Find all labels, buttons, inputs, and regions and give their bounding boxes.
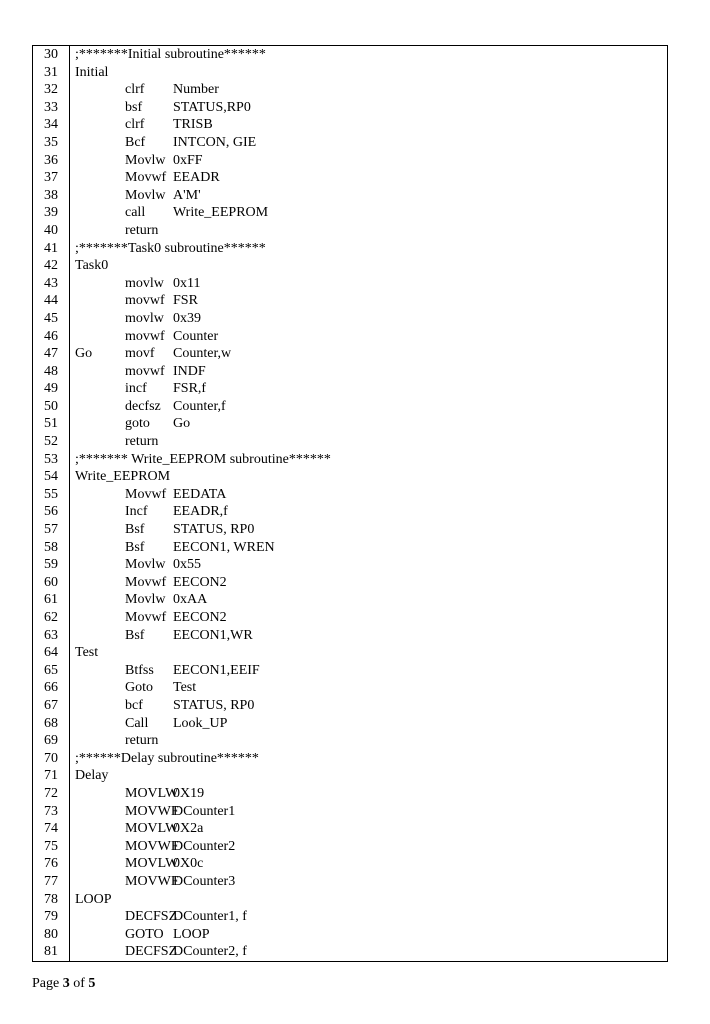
code-operand: DCounter2, f [173, 944, 247, 960]
code-mnemonic: Goto [125, 680, 153, 696]
code-line [33, 116, 667, 134]
line-number: 61 [44, 592, 58, 608]
code-line [33, 679, 667, 697]
code-label: Go [75, 346, 93, 362]
code-line [33, 574, 667, 592]
code-mnemonic: bcf [125, 697, 143, 713]
code-line [33, 609, 667, 627]
line-number: 78 [44, 891, 58, 907]
code-label: Delay [75, 768, 109, 784]
line-number: 68 [44, 715, 58, 731]
code-comment: ;******Delay subroutine****** [75, 750, 259, 766]
line-number: 60 [44, 574, 58, 590]
code-line [33, 169, 667, 187]
line-number: 50 [44, 398, 58, 414]
code-line [33, 873, 667, 891]
code-mnemonic: Movlw [125, 592, 166, 608]
code-line [33, 415, 667, 433]
code-mnemonic: movwf [125, 328, 165, 344]
code-operand: STATUS,RP0 [173, 99, 251, 115]
code-line [33, 539, 667, 557]
code-line [33, 310, 667, 328]
code-label: Test [75, 645, 99, 661]
code-mnemonic: movlw [125, 310, 164, 326]
code-line [33, 767, 667, 785]
code-mnemonic: MOVWF [125, 873, 179, 889]
code-line [33, 134, 667, 152]
of-word: of [73, 976, 85, 991]
code-line [33, 785, 667, 803]
code-label: Write_EEPROM [75, 469, 171, 485]
code-line [33, 46, 667, 64]
code-mnemonic: clrf [125, 117, 145, 133]
code-line [33, 468, 667, 486]
code-mnemonic: MOVLW [125, 856, 179, 872]
code-mnemonic: Movwf [125, 610, 167, 625]
code-comment: ;*******Task0 subroutine****** [75, 240, 266, 256]
code-operand: Test [173, 680, 197, 696]
code-operand: DCounter1, f [173, 909, 247, 925]
code-line [33, 275, 667, 293]
code-listing-table [32, 45, 668, 962]
code-label: Task0 [75, 258, 109, 274]
code-mnemonic: clrf [125, 82, 145, 98]
code-line [33, 521, 667, 539]
code-line [33, 926, 667, 944]
code-line [33, 398, 667, 416]
code-operand: Number [173, 82, 219, 98]
code-line [33, 380, 667, 398]
code-operand: 0xFF [173, 152, 203, 168]
line-number: 36 [44, 152, 58, 168]
code-operand: DCounter3 [173, 873, 236, 889]
code-operand: INDF [173, 363, 206, 379]
line-number: 81 [44, 944, 58, 960]
code-line [33, 820, 667, 838]
line-number: 59 [44, 557, 58, 573]
code-line [33, 503, 667, 521]
code-mnemonic: call [125, 205, 146, 221]
page-footer [32, 976, 95, 992]
code-line [33, 943, 667, 961]
line-number: 55 [44, 486, 58, 502]
line-number: 70 [44, 750, 58, 766]
line-number: 62 [44, 610, 58, 625]
code-operand: 0X2a [173, 821, 204, 837]
line-number: 49 [44, 381, 58, 397]
code-operand: Counter [173, 328, 219, 344]
code-line [33, 187, 667, 205]
line-number: 75 [44, 838, 58, 854]
code-operand: INTCON, GIE [173, 134, 257, 150]
code-mnemonic: Movwf [125, 170, 167, 186]
code-mnemonic: Bsf [125, 627, 145, 643]
code-mnemonic: bsf [125, 99, 143, 115]
code-operand: 0X0c [173, 856, 204, 872]
code-operand: 0X19 [173, 785, 205, 801]
code-operand: EECON1,EEIF [173, 662, 260, 678]
code-line [33, 838, 667, 856]
code-operand: STATUS, RP0 [173, 522, 255, 538]
line-number: 77 [44, 873, 58, 889]
code-mnemonic: movf [125, 346, 155, 362]
line-number: 69 [44, 733, 58, 749]
code-operand: 0x55 [173, 557, 201, 573]
code-line [33, 222, 667, 240]
code-line [33, 433, 667, 451]
code-line [33, 81, 667, 99]
line-number: 56 [44, 504, 58, 520]
line-number: 35 [44, 134, 58, 150]
code-mnemonic: movwf [125, 293, 165, 309]
line-number: 53 [44, 451, 58, 467]
code-line [33, 240, 667, 258]
code-line [33, 644, 667, 662]
code-line [33, 345, 667, 363]
line-number: 34 [44, 117, 58, 133]
code-operand: Look_UP [173, 715, 228, 731]
line-number: 72 [44, 785, 58, 801]
code-line [33, 732, 667, 750]
code-line [33, 363, 667, 381]
line-number: 30 [44, 47, 58, 62]
line-number: 76 [44, 856, 58, 872]
code-line [33, 556, 667, 574]
code-mnemonic: DECFSZ [125, 909, 178, 925]
code-mnemonic: Btfss [125, 662, 154, 678]
line-number: 73 [44, 803, 58, 819]
code-operand: 0x11 [173, 275, 201, 291]
line-number: 79 [44, 909, 58, 925]
code-operand: LOOP [173, 926, 210, 942]
code-mnemonic: Movlw [125, 152, 166, 168]
line-number: 74 [44, 821, 58, 837]
code-operand: Counter,w [173, 346, 232, 362]
code-line [33, 64, 667, 82]
code-mnemonic: incf [125, 381, 147, 397]
code-comment: ;*******Initial subroutine****** [75, 47, 266, 62]
line-number: 45 [44, 310, 58, 326]
line-number: 80 [44, 926, 58, 942]
code-label: LOOP [75, 891, 112, 907]
code-mnemonic: Call [125, 715, 149, 731]
line-number: 47 [44, 346, 58, 362]
line-number: 32 [44, 82, 58, 98]
code-operand: STATUS, RP0 [173, 697, 255, 713]
code-mnemonic: Bsf [125, 522, 145, 538]
line-number: 65 [44, 662, 58, 678]
code-line [33, 715, 667, 733]
code-mnemonic: MOVLW [125, 785, 179, 801]
code-operand: DCounter1 [173, 803, 236, 819]
code-operand: Write_EEPROM [173, 205, 269, 221]
code-mnemonic: MOVWF [125, 803, 179, 819]
line-number: 48 [44, 363, 58, 379]
code-operand: EECON2 [173, 574, 227, 590]
code-mnemonic: Movwf [125, 486, 167, 502]
code-mnemonic: movlw [125, 275, 164, 291]
code-line [33, 257, 667, 275]
line-number: 31 [44, 64, 58, 80]
code-line [33, 99, 667, 117]
line-number: 33 [44, 99, 58, 115]
code-line [33, 328, 667, 346]
code-mnemonic: Movlw [125, 557, 166, 573]
code-operand: Go [173, 416, 191, 432]
code-operand: EECON2 [173, 610, 227, 625]
line-number: 46 [44, 328, 58, 344]
code-line [33, 697, 667, 715]
line-number: 51 [44, 416, 58, 432]
code-line [33, 627, 667, 645]
code-operand: TRISB [173, 117, 213, 133]
code-mnemonic: Movlw [125, 187, 166, 203]
line-number: 39 [44, 205, 58, 221]
page-word: Page [32, 976, 60, 991]
code-operand: 0x39 [173, 310, 201, 326]
code-mnemonic: return [125, 434, 159, 450]
current-page-number: 3 [62, 976, 70, 991]
code-line [33, 662, 667, 680]
code-line [33, 591, 667, 609]
code-operand: EEDATA [173, 486, 227, 502]
code-mnemonic: MOVWF [125, 838, 179, 854]
code-mnemonic: DECFSZ [125, 944, 178, 960]
line-number: 44 [44, 293, 58, 309]
code-operand: Counter,f [173, 398, 226, 414]
code-mnemonic: return [125, 222, 159, 238]
code-mnemonic: Bcf [125, 134, 146, 150]
code-mnemonic: Movwf [125, 574, 167, 590]
code-line [33, 803, 667, 821]
line-number: 57 [44, 522, 58, 538]
line-number: 67 [44, 697, 58, 713]
code-mnemonic: goto [125, 416, 150, 432]
code-mnemonic: GOTO [125, 926, 164, 942]
code-operand: EEADR [173, 170, 220, 186]
code-operand: EEADR,f [173, 504, 228, 520]
line-number: 40 [44, 222, 58, 238]
code-label: Initial [75, 64, 109, 80]
line-number: 71 [44, 768, 58, 784]
code-operand: FSR,f [173, 381, 207, 397]
line-number: 52 [44, 434, 58, 450]
code-line [33, 204, 667, 222]
code-operand: 0xAA [173, 592, 208, 608]
line-number: 41 [44, 240, 58, 256]
code-line [33, 451, 667, 469]
code-line [33, 292, 667, 310]
code-mnemonic: decfsz [125, 398, 161, 414]
code-line [33, 750, 667, 768]
line-number: 64 [44, 645, 58, 661]
code-line [33, 908, 667, 926]
code-mnemonic: movwf [125, 363, 165, 379]
line-number: 38 [44, 187, 58, 203]
code-line [33, 486, 667, 504]
line-number: 63 [44, 627, 58, 643]
code-line [33, 891, 667, 909]
code-operand: A'M' [173, 187, 201, 203]
code-operand: DCounter2 [173, 838, 236, 854]
line-number: 54 [44, 469, 58, 485]
code-line [33, 855, 667, 873]
line-number: 43 [44, 275, 58, 291]
code-operand: EECON1,WR [173, 627, 253, 643]
line-number: 37 [44, 170, 58, 186]
code-operand: EECON1, WREN [173, 539, 275, 555]
code-line [33, 152, 667, 170]
line-number: 42 [44, 258, 58, 274]
code-mnemonic: Incf [125, 504, 148, 520]
code-mnemonic: Bsf [125, 539, 145, 555]
total-page-count: 5 [88, 976, 96, 991]
code-mnemonic: return [125, 733, 159, 749]
code-comment: ;******* Write_EEPROM subroutine****** [75, 451, 331, 467]
line-number: 66 [44, 680, 58, 696]
code-operand: FSR [173, 293, 198, 309]
code-mnemonic: MOVLW [125, 821, 179, 837]
line-number: 58 [44, 539, 58, 555]
